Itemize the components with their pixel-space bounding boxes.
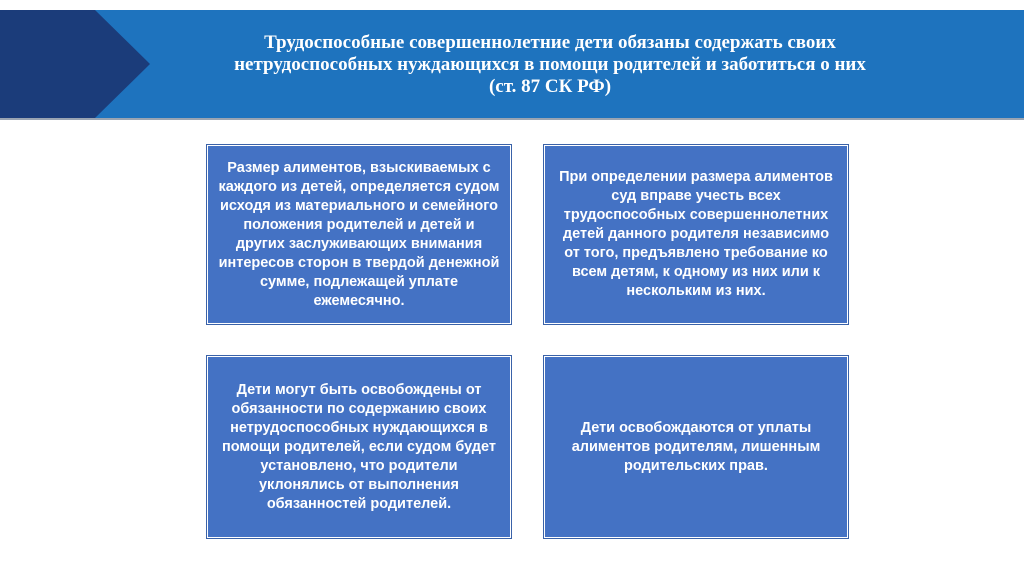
info-box-alimony-size [207,145,511,324]
info-box-text: Дети могут быть освобождены от обязанности по содержанию своих нетрудоспособных нуждающихся в помощи родителей, если судом будет установлено, что родители уклонялись от выполнения обязанностей родителей. [222,381,496,512]
slide-title [150,32,950,98]
info-box-text: Дети освобождаются от уплаты алиментов родителям, лишенным родительских прав. [571,419,821,474]
info-box-exemption-deprived [544,356,848,538]
info-box-exemption-evasion [207,356,511,538]
title-line-2: нетрудоспособных нуждающихся в помощи родителей и заботиться о них [234,54,866,75]
title-line-1: Трудоспособные совершеннолетние дети обязаны содержать своих [264,32,836,53]
title-line-3: (ст. 87 СК РФ) [488,76,612,97]
info-box-text: При определении размера алиментов суд вправе учесть всех трудоспособных совершеннолетних детей данного родителя независимо от того, предъявлено требование ко всем детям, к одному из них или к нескольким из них. [559,169,833,299]
info-box-all-children [544,145,848,324]
info-box-text: Размер алиментов, взыскиваемых с каждого из детей, определяется судом исходя из материального и семейного положения родителей и детей и других заслуживающих внимания интересов сторон в твердой денежной сумме, подлежащей уплате ежемесячно. [218,159,500,309]
